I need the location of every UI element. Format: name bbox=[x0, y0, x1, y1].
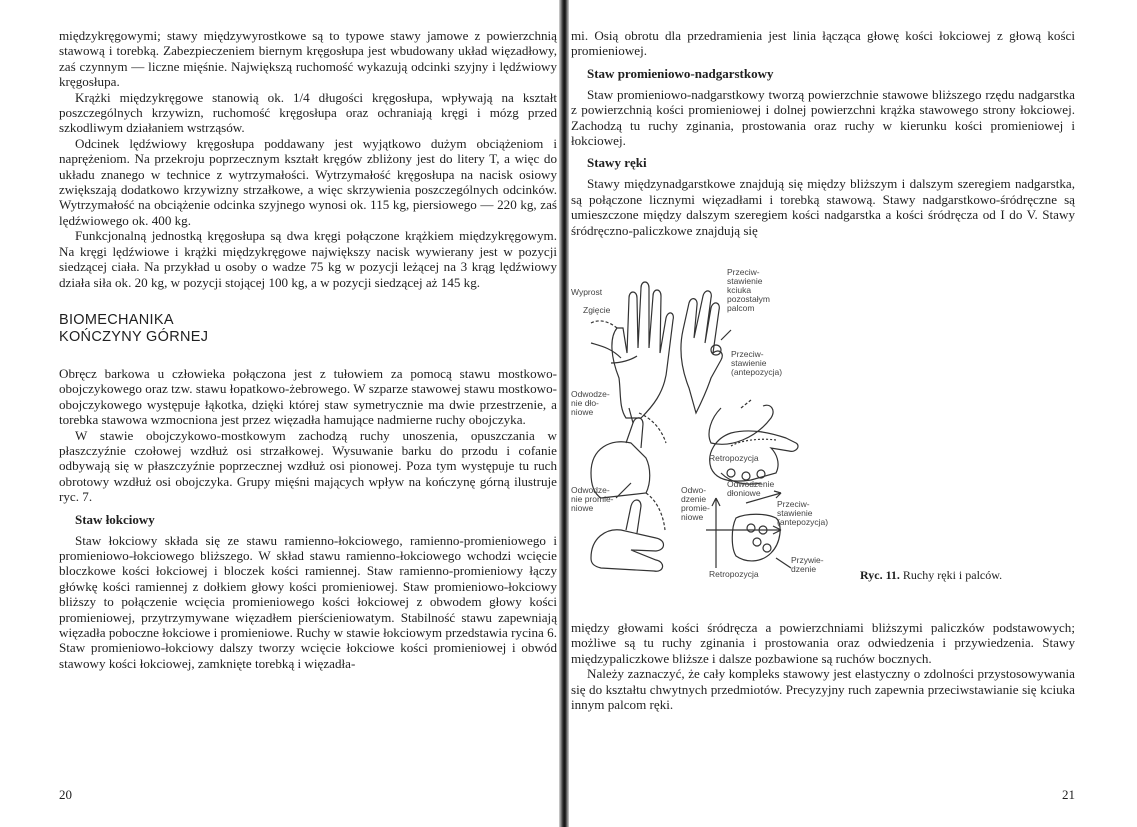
paragraph: Należy zaznaczyć, że cały kompleks stawowy jest elastyczny o zdolności przystosowywania się do kształtu chwytnych przedmiotów. Precyzyjny ruch zapewnia przeciwstawianie się kciuka innym palcom ręki. bbox=[571, 666, 1075, 713]
figure-label: Odwodze- nie dło- niowe bbox=[571, 389, 610, 418]
figure-label: Przeciw- stawienie (antepozycja) bbox=[731, 349, 783, 378]
section-title bbox=[59, 312, 557, 346]
hand-illustration bbox=[571, 268, 871, 598]
subheading-wrist: Staw promieniowo-nadgarstkowy bbox=[587, 65, 774, 81]
section-title-line: KOŃCZYNY GÓRNEJ bbox=[59, 328, 209, 345]
subheading-hand: Stawy ręki bbox=[587, 155, 647, 171]
figure-hand-movements bbox=[571, 268, 1075, 598]
subheading-elbow: Staw łokciowy bbox=[75, 511, 155, 527]
figure-label: Przywie- dzenie bbox=[791, 555, 824, 575]
figure-label: Zgięcie bbox=[583, 305, 611, 316]
paragraph: Obręcz barkowa u człowieka połączona jest z tułowiem za pomocą stawu mostkowo-obojczykowego oraz tzw. stawu łopatkowo-żebrowego. W szparze stawowej stawu mostkowo-obojczykowego występuje łąkotka, dzięki której staw symetrycznie ma dwie przestrzenie, a torebka stawowa wzmocniona jest przez więzadła hamujące nadmierne ruchy obojczyka. bbox=[59, 365, 557, 428]
paragraph: Krążki międzykręgowe stanowią ok. 1/4 długości kręgosłupa, wpływają na kształt poszczególnych krzywizn, ruchomość kręgosłupa oraz ochraniają kręgi i mózg przed szkodliwym działaniem wstrząsów. bbox=[59, 89, 557, 136]
figure-label: Retropozycja bbox=[709, 453, 759, 464]
figure-label: Wyprost bbox=[571, 287, 603, 298]
paragraph: Staw promieniowo-nadgarstkowy tworzą powierzchnie stawowe bliższego rzędu nadgarstka z powierzchnią kości promieniowej i dolnej powierzchni krążka stawowego strony łokciowej. Zachodzą tu ruchy zginania, prostowania oraz ruchy w kierunku kości promieniowej i łokciowej. bbox=[571, 86, 1075, 149]
paragraph: mi. Osią obrotu dla przedramienia jest linia łącząca głowę kości łokciowej z głową kości promieniowej. bbox=[571, 28, 1075, 59]
figure-label: Odwodzenie dłoniowe bbox=[727, 479, 775, 499]
figure-label: Przeciw- stawienie (antepozycja) bbox=[777, 499, 829, 528]
figure-caption-text: Ruchy ręki i palców. bbox=[899, 568, 1003, 583]
paragraph: międzykręgowymi; stawy międzywyrostkowe są to typowe stawy jamowe z powierzchnią stawową i torebką. Zabezpieczeniem biernym kręgosłupa jest wbudowany układ więzadłowy, zaś czynnym — liczne mięśnie. Największą ruchomość wykazują odcinki szyjny i lędźwiowy kręgosłupa. bbox=[59, 28, 557, 90]
paragraph: W stawie obojczykowo-mostkowym zachodzą ruchy unoszenia, opuszczania w płaszczyźnie czołowej wzdłuż osi strzałkowej. Wysuwanie barku do przodu i cofanie odbywają się w płaszczyźnie poprzecznej wzdłuż osi pionowej. Poza tym występuje tu ruch obrotowy wzdłuż osi obojczyka. Grupy mięśni mających wpływ na kończynę górną ilustruje ryc. 7. bbox=[59, 427, 557, 505]
paragraph: Odcinek lędźwiowy kręgosłupa poddawany jest wyjątkowo dużym obciążeniom i naprężeniom. Na przekroju poprzecznym kształt kręgów zbliżony jest do litery T, a więc do układu znanego w technice z wytrzymałości. Wytrzymałość kręgosłupa na nacisk osiowy zwiększają dodatkowo krzywizny strzałkowe, a więc skrzywienia poszczególnych odcinków. Wytrzymałość na obciążenie odcinka szyjnego wynosi ok. 115 kg, piersiowego — 220 kg, zaś lędźwiowego ok. 400 kg. bbox=[59, 135, 557, 228]
book-gutter bbox=[559, 0, 569, 827]
figure-label: Przeciw- stawienie kciuka pozostałym palcom bbox=[727, 267, 770, 314]
section-title-line: BIOMECHANIKA bbox=[59, 311, 174, 328]
paragraph: Funkcjonalną jednostką kręgosłupa są dwa kręgi połączone krążkiem międzykręgowym. Na kręgi lędźwiowe i krążki międzykręgowe największy nacisk wywierany jest w pozycji siedzącej ciała. Na przykład u osoby o wadze 75 kg w pozycji leżącej na 3 krąg lędźwiowy działa siła ok. 20 kg, w pozycji stojącej 100 kg, a w pozycji siedzącej aż 145 kg. bbox=[59, 228, 557, 290]
paragraph: Staw łokciowy składa się ze stawu ramienno-łokciowego, ramienno-promieniowego i promieniowo-łokciowego bliższego. W skład stawu ramienno-łokciowego wchodzi wcięcie bloczkowe kości łokciowej i bloczek kości ramiennej. Staw ramienno-promieniowy łączy główkę kości ramiennej z dołkiem głowy kości promieniowej. Staw promieniowo-łokciowy bliższy to połączenie wcięcia promieniowego kości łokciowej z obwodem głowy kości promieniowej, przytrzymywane więzadłem pierścieniowatym. Stabilność stawu zapewniają więzadła poboczne łokciowe i promieniowe. Ruchy w stawie łokciowym przedstawia rycina 6. Staw promieniowo-łokciowy dalszy tworzy wcięcie łokciowe kości promieniowej i obwód stawowy kości łokciowej, zamknięte torebką i więzadła- bbox=[59, 532, 557, 671]
right-page bbox=[569, 0, 1137, 827]
figure-label: Odwodze- nie promie- niowe bbox=[571, 485, 614, 514]
paragraph: Stawy międzynadgarstkowe znajdują się między bliższym i dalszym szeregiem nadgarstka, są połączone licznymi więzadłami i torebką stawową. Stawy nadgarstkowo-śródręczne są umieszczone między dalszym szeregiem kości nadgarstka a kości śródręcza od I do V. Stawy śródręczno-paliczkowe znajdują się bbox=[571, 176, 1075, 238]
figure-label: Odwo- dzenie promie- niowe bbox=[681, 485, 710, 523]
figure-caption bbox=[860, 568, 1002, 583]
figure-label: Retropozycja bbox=[709, 569, 759, 580]
paragraph: między głowami kości śródręcza a powierzchniami bliższymi paliczków podstawowych; możliwe są tu ruchy zginania i prostowania oraz odwiedzenia i przywiedzenia. Stawy międzypaliczkowe bliższe i dalsze pozbawione są ruchów bocznych. bbox=[571, 620, 1075, 666]
page-number: 21 bbox=[1062, 787, 1075, 802]
left-page bbox=[0, 0, 563, 827]
page-number: 20 bbox=[59, 787, 72, 802]
figure-caption-label: Ryc. 11. bbox=[860, 568, 900, 583]
